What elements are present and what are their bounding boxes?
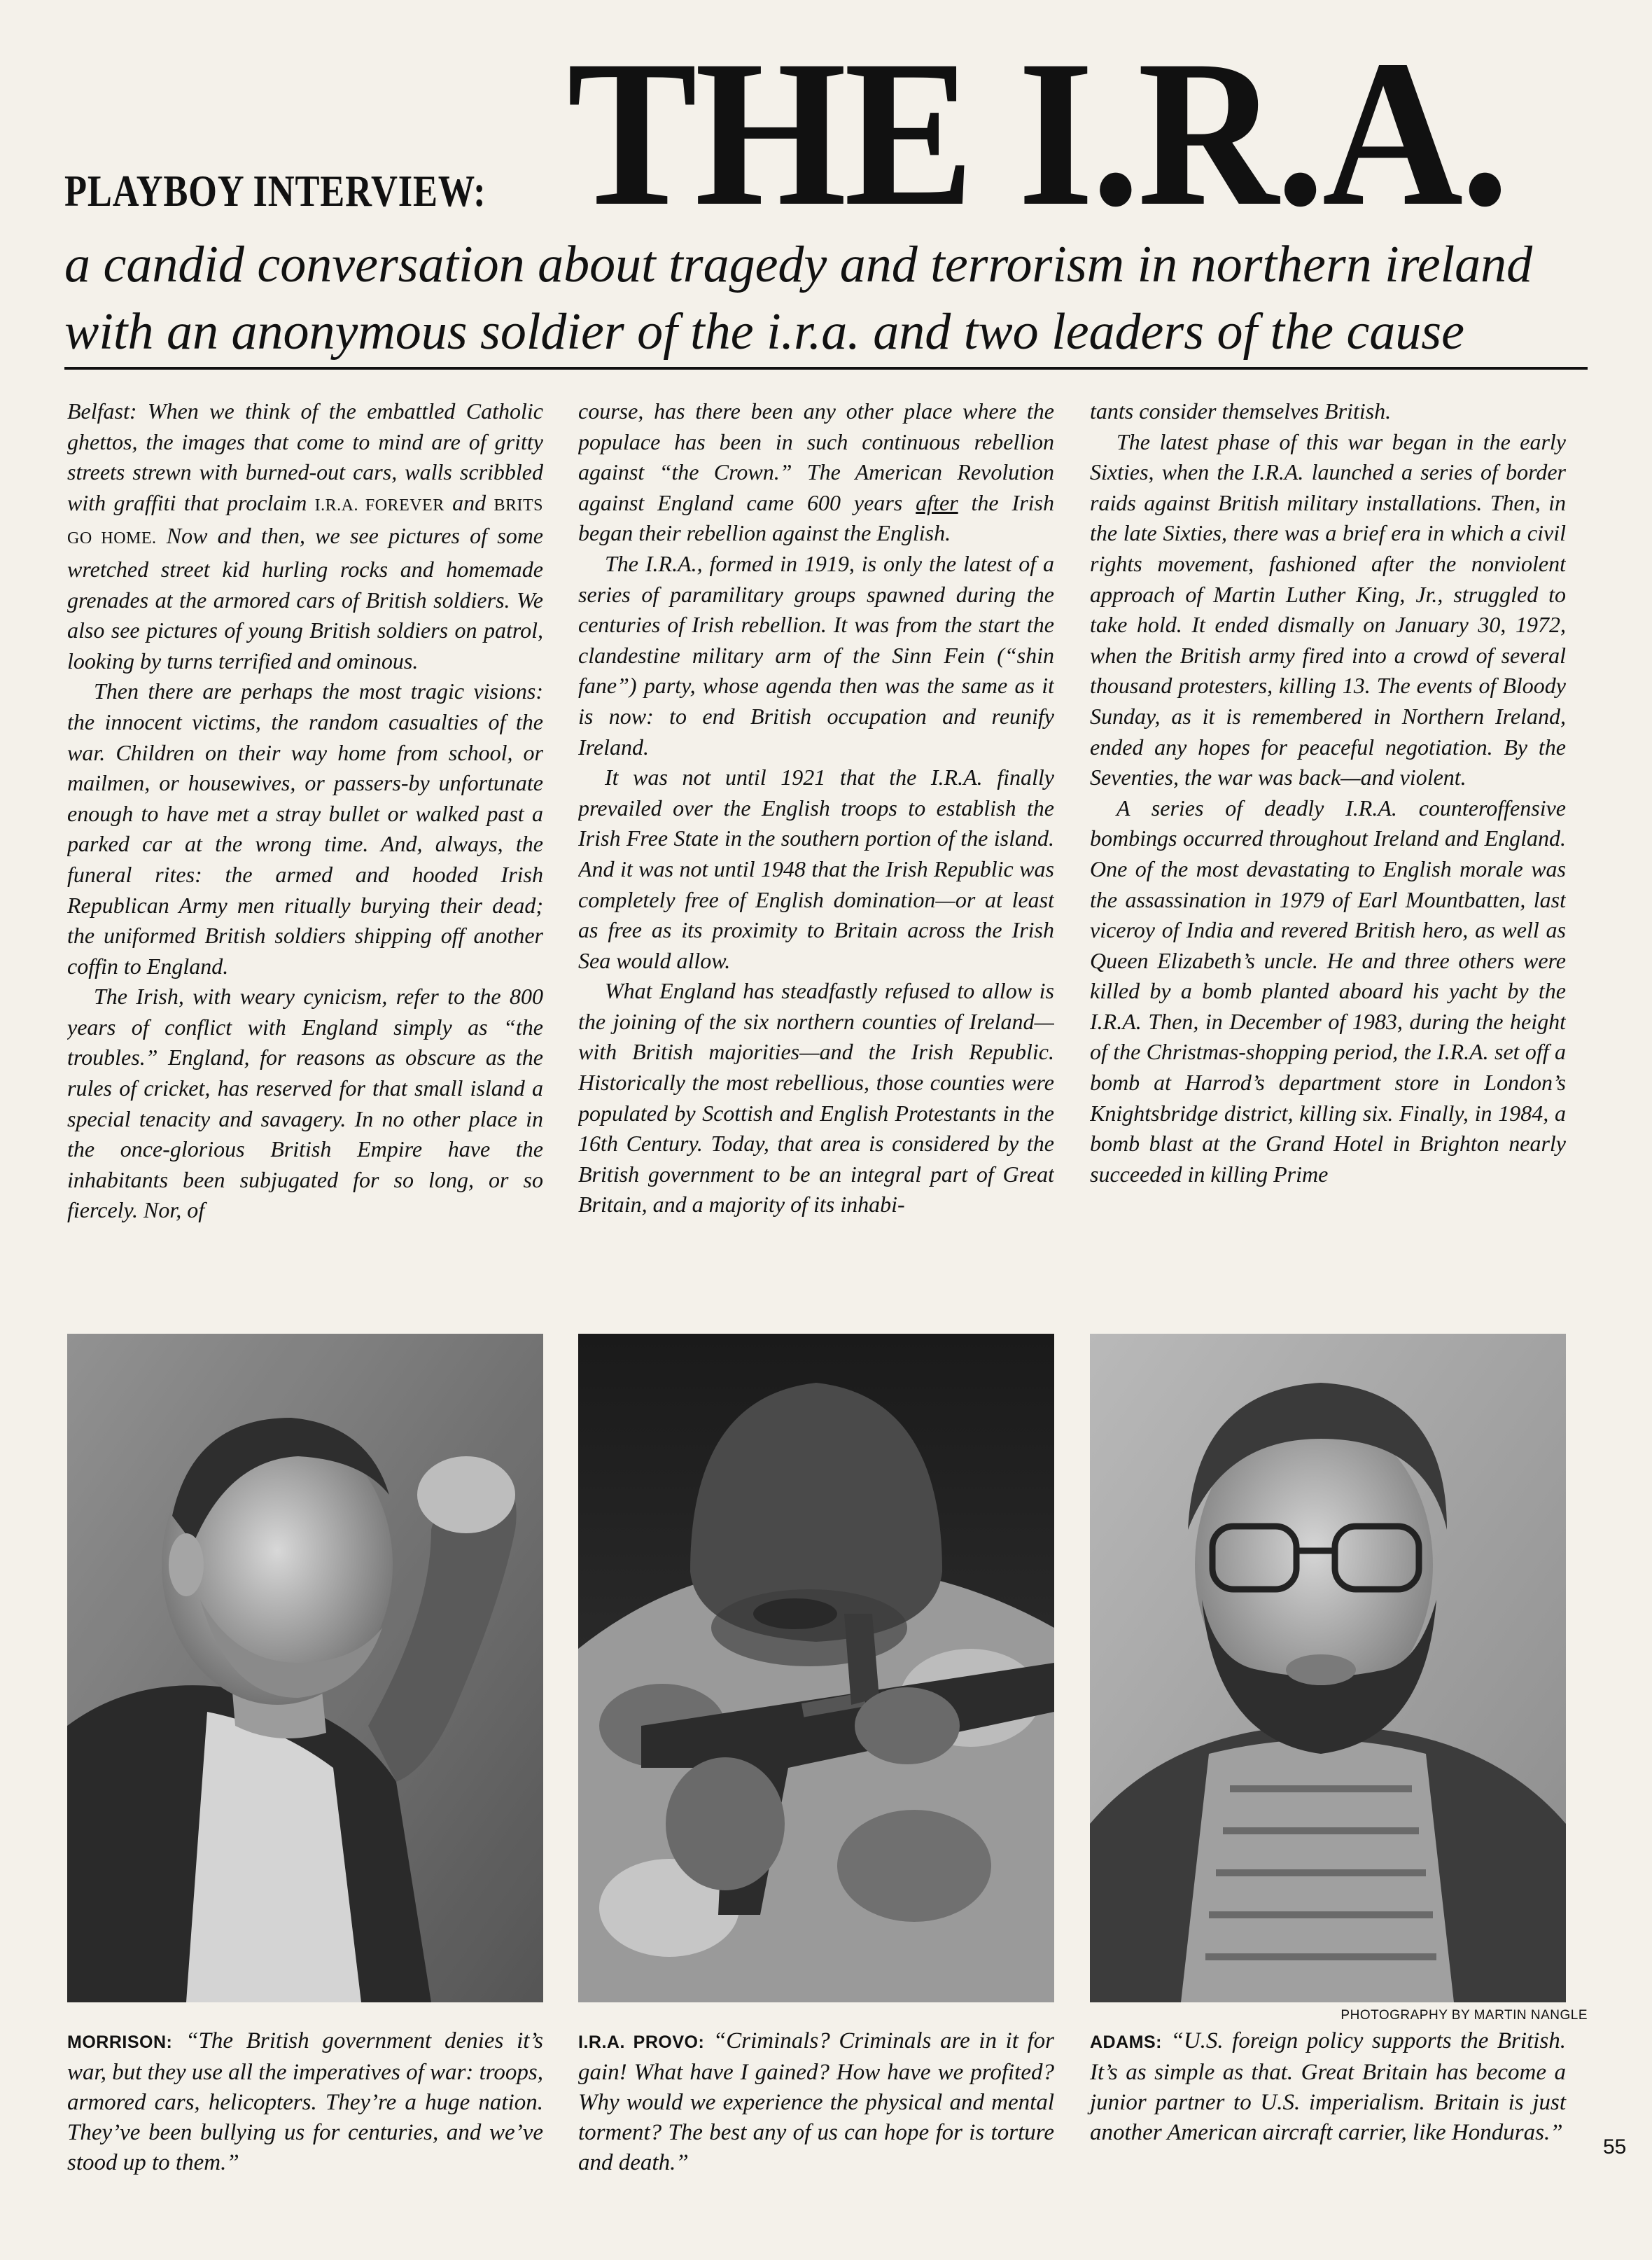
header-rule <box>64 367 1588 370</box>
photo-morrison <box>67 1334 543 2002</box>
caption-adams <box>1090 2026 1566 2148</box>
paragraph: tants consider themselves British. <box>1090 398 1392 424</box>
deck-line-2: with an anonymous soldier of the i.r.a. and two leaders of the cause <box>64 303 1464 361</box>
article-column-2 <box>578 396 1054 1304</box>
photo-adams <box>1090 1334 1566 2002</box>
photo-credit: PHOTOGRAPHY BY MARTIN NANGLE <box>1340 2008 1588 2023</box>
paragraph: What England has steadfastly refused to allow is the joining of the six northern counties of Ireland—with British majorities—and the Irish Republic. Historically the most rebellious, those counties were populated by Scottish and English Protestants in the 16th Century. Today, that area is considered by the British government to be an integral part of Great Britain, and a majority of its inhabi- <box>578 978 1054 1218</box>
paragraph: course, has there been any other place where the populace has been in such continuous rebellion against “the Crown.” The American Revolution against England came 600 years after the Irish began their rebellion against the English. <box>578 398 1054 546</box>
paragraph: The latest phase of this war began in the early Sixties, when the I.R.A. launched a series of border raids against British military installations. Then, in the late Sixties, there was a brief era in which a civil rights movement, fashioned after the nonviolent approach of Martin Luther King, Jr., struggled to take hold. It ended dismally on January 30, 1972, when the British army fired into a crowd of several thousand protesters, killing 13. The events of Bloody Sunday, as it is remembered in Northern Ireland, ended any hopes for peaceful negotiation. By the Seventies, the war was back—and violent. <box>1090 428 1566 790</box>
caption-ira-provo <box>578 2026 1054 2178</box>
caption-morrison <box>67 2026 543 2178</box>
deck <box>64 231 1588 365</box>
deck-line-1: a candid conversation about tragedy and terrorism in northern ireland <box>64 236 1533 293</box>
paragraph: Belfast: When we think of the embattled Catholic ghettos, the images that come to mind are of gritty streets strewn with burned-out cars, walls scribbled with graffiti that proclaim I.R.A. FOREVER and BRITS GO HOME. Now and then, we see pictures of some wretched street kid hurling rocks and homemade grenades at the armored cars of British soldiers. We also see pictures of young British soldiers on patrol, looking by turns terrified and ominous. <box>67 398 543 674</box>
caption-speaker: MORRISON: <box>67 2032 173 2052</box>
page-number: 55 <box>1603 2135 1627 2158</box>
article-column-3 <box>1090 396 1566 1304</box>
headline: THE I.R.A. <box>567 17 1507 249</box>
caption-speaker: ADAMS: <box>1090 2032 1162 2052</box>
paragraph: Then there are perhaps the most tragic visions: the innocent victims, the random casualties of the war. Children on their way home from school, or mailmen, or housewives, or passers-by unfortunate enough to have met a stray bullet or walked past a parked car at the wrong time. And, always, the funeral rites: the armed and hooded Irish Republican Army men ritually burying their dead; the uniformed British soldiers shipping off another coffin to England. <box>67 678 543 979</box>
paragraph: The I.R.A., formed in 1919, is only the latest of a series of paramilitary groups spawned during the centuries of Irish rebellion. It was from the start the clandestine military arm of the Sinn Fein (“shin fane”) party, whose agenda then was the same as it is now: to end British occupation and reunify Ireland. <box>578 550 1054 760</box>
paragraph: It was not until 1921 that the I.R.A. finally prevailed over the English troops to establish the Irish Free State in the southern portion of the island. And it was not until 1948 that the Irish Republic was completely free of English domination—or at least as free as its proximity to Britain across the Irish Sea would allow. <box>578 765 1054 973</box>
interview-kicker: PLAYBOY INTERVIEW: <box>64 166 486 216</box>
caption-quote: “U.S. foreign policy supports the British. It’s as simple as that. Great Britain has become a junior partner to U.S. imperialism. Britain is just another American aircraft carrier, like Honduras.” <box>1090 2028 1566 2145</box>
caption-speaker: I.R.A. PROVO: <box>578 2032 705 2052</box>
paragraph: The Irish, with weary cynicism, refer to the 800 years of conflict with England simply as “the troubles.” England, for reasons as obscure as the rules of cricket, has reserved for that small island a special tenacity and savagery. In no other place in the once-glorious British Empire have the inhabitants been subjugated for so long, or so fiercely. Nor, of <box>67 984 543 1223</box>
caption-quote: “The British government denies it’s war, but they use all the imperatives of war: troops, armored cars, helicopters. They’re a huge nation. They’ve been bullying us for centuries, and we’ve stood up to them.” <box>67 2028 543 2175</box>
paragraph: A series of deadly I.R.A. counteroffensive bombings occurred throughout Ireland and England. One of the most devastating to English morale was the assassination in 1979 of Earl Mountbatten, last viceroy of India and revered British hero, as well as Queen Elizabeth’s uncle. He and three others were killed by a bomb planted aboard his yacht by the I.R.A. Then, in December of 1983, during the height of the Christmas-shopping period, the I.R.A. set off a bomb at Harrod’s department store in London’s Knightsbridge district, killing six. Finally, in 1984, a bomb blast at the Grand Hotel in Brighton nearly succeeded in killing Prime <box>1090 795 1566 1187</box>
caption-quote: “Criminals? Criminals are in it for gain! What have I gained? How have we profited? Why would we experience the physical and mental torment? The best any of us can hope for is torture and death.” <box>578 2028 1054 2175</box>
article-column-1 <box>67 396 543 1304</box>
photo-ira-provo <box>578 1334 1054 2002</box>
